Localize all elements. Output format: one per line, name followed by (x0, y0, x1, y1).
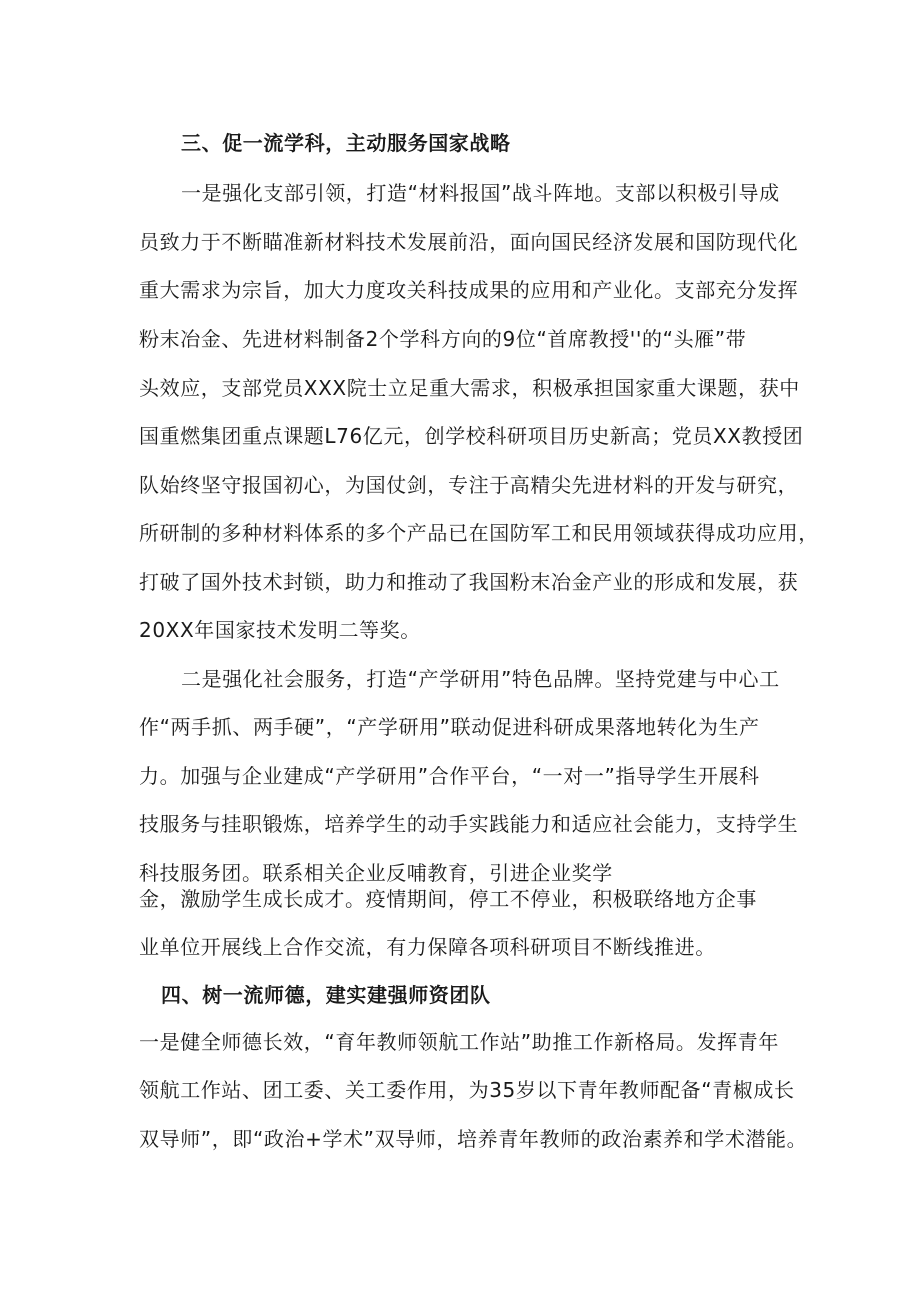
section-3-para-2-line: 科技服务团。联系相关企业反哺教育，引进企业奖学 (139, 861, 613, 885)
section-3-para-2-line: 力。加强与企业建成“产学研用”合作平台，“一对一”指导学生开展科 (139, 764, 760, 788)
section-3-para-1-line: 粉末冶金、先进材料制备2个学科方向的9位“首席教授''的“头雁”带 (139, 327, 747, 351)
section-3-para-1-line: 20XX年国家技术发明二等奖。 (139, 618, 421, 642)
section-3-para-1-line: 所研制的多种材料体系的多个产品已在国防军工和民用领域获得成功应用， (139, 521, 819, 545)
section-4-para-1-line: 双导师”，即“政治+学术”双导师，培养青年教师的政治素养和学术潜能。 (139, 1127, 808, 1151)
section-3-para-2-line: 金，激励学生成长成才。疫情期间，停工不停业，积极联络地方企事 (139, 887, 757, 911)
section-3-para-1-line: 重大需求为宗旨，加大力度攻关科技成果的应用和产业化。支部充分发挥 (139, 278, 799, 302)
section-3-para-2-line: 技服务与挂职锻炼，培养学生的动手实践能力和适应社会能力，支持学生 (139, 812, 799, 836)
section-3-para-1-line: 员致力于不断瞄准新材料技术发展前沿，面向国民经济发展和国防现代化 (139, 230, 799, 254)
section-3-heading: 三、促一流学科，主动服务国家战略 (181, 131, 511, 155)
section-3-para-2-line: 作“两手抓、两手硬”，“产学研用”联动促进科研成果落地转化为生产 (139, 715, 760, 739)
section-3-para-1-line: 队始终坚守报国初心，为国仗剑，专注于高精尖先进材料的开发与研究， (139, 473, 799, 497)
section-3-para-2-line: 二是强化社会服务，打造“产学研用”特色品牌。坚持党建与中心工 (181, 667, 780, 691)
section-3-para-1-line: 头效应，支部党员XXX院士立足重大需求，积极承担国家重大课题，获中 (139, 376, 800, 400)
section-4-para-1-line: 领航工作站、团工委、关工委作用，为35岁以下青年教师配备“青椒成长 (139, 1078, 795, 1102)
section-3-para-1-line: 打破了国外技术封锁，助力和推动了我国粉末冶金产业的形成和发展，获 (139, 570, 799, 594)
section-3-para-1-line: 一是强化支部引领，打造“材料报国”战斗阵地。支部以积极引导成 (181, 181, 780, 205)
section-4-heading: 四、树一流师德，建实建强师资团队 (161, 983, 491, 1007)
section-3-para-1-line: 国重燃集团重点课题L76亿元，创学校科研项目历史新高；党员XX教授团 (139, 424, 804, 448)
section-3-para-2-line: 业单位开展线上合作交流，有力保障各项科研项目不断线推进。 (139, 935, 716, 959)
section-4-para-1-line: 一是健全师德长效，“育年教师领航工作站”助推工作新格局。发挥青年 (139, 1030, 779, 1054)
